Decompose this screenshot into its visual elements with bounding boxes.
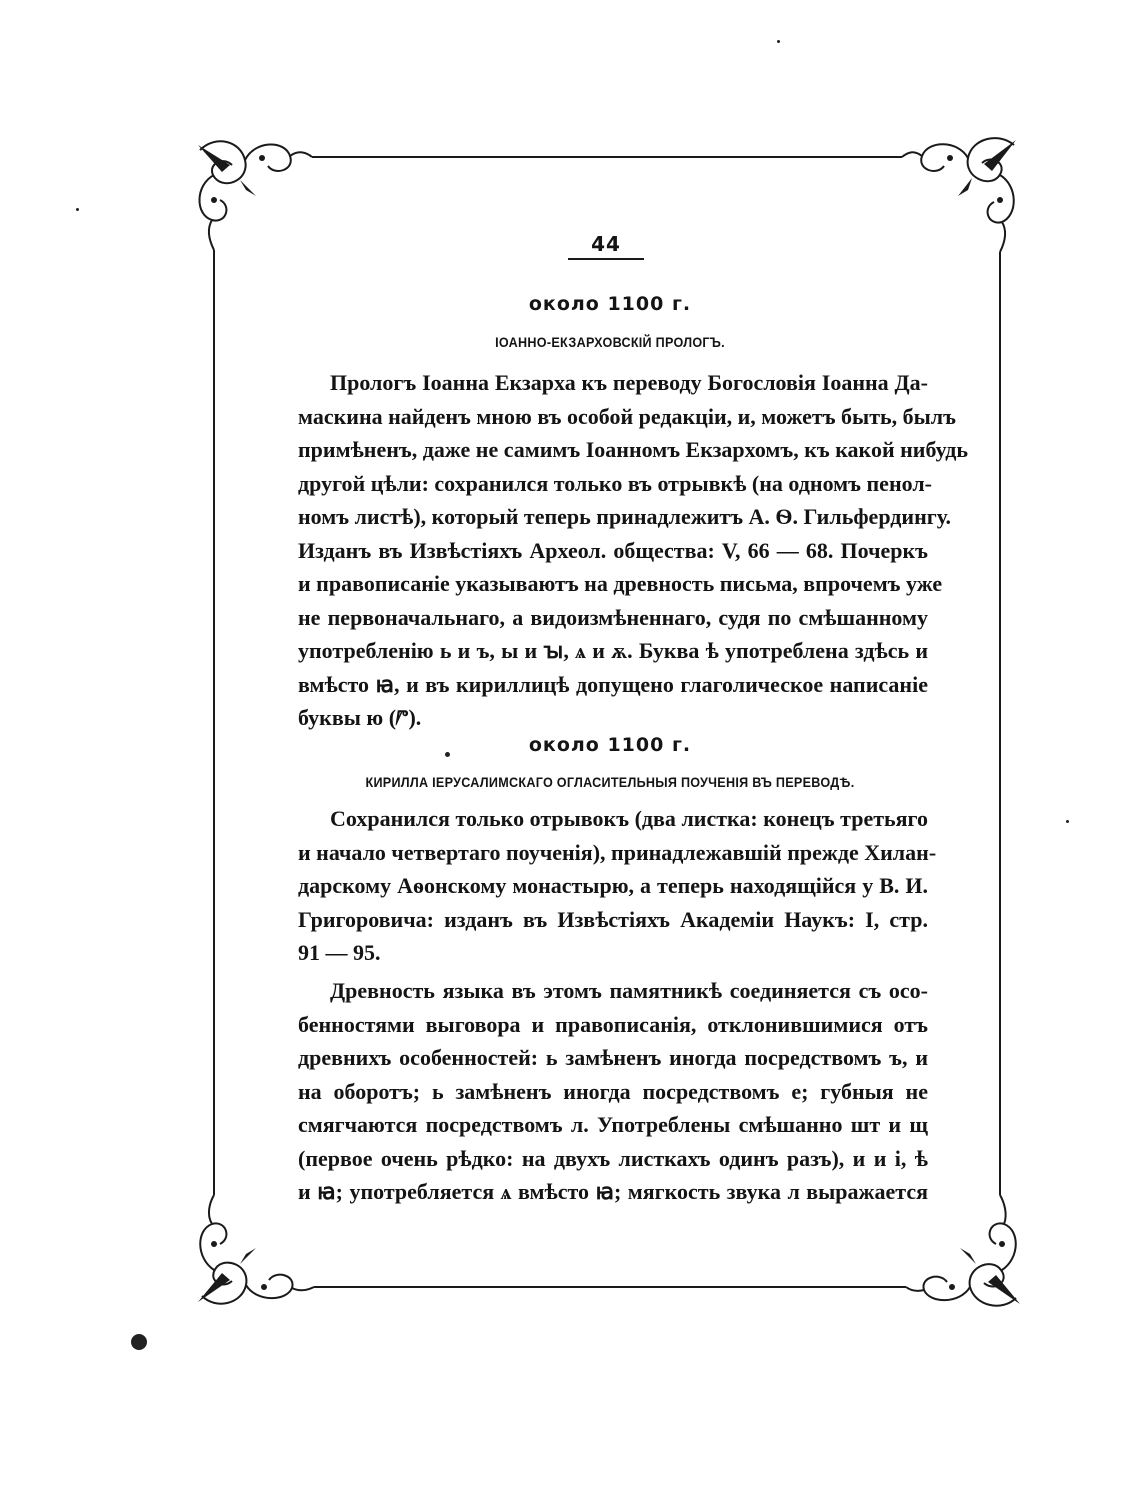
page-number: 44	[591, 232, 621, 256]
text-line: 91 — 95.	[298, 940, 381, 965]
text-line: вмѣсто ꙗ, и въ кириллицѣ допущено глаголическое написаніе	[298, 671, 928, 697]
text-line: и ꙗ; употребляется ѧ вмѣсто ꙗ; мягкость звука л выражается	[298, 1179, 928, 1204]
text-line: Древность языка въ этомъ памятникѣ соединяется съ осо-	[330, 978, 928, 1003]
text-line: другой цѣли: сохранился только въ отрывкѣ (на одномъ пенол-	[298, 470, 932, 496]
text-line: Изданъ въ Извѣстіяхъ Археол. общества: V, 66 — 68. Почеркъ	[298, 537, 928, 563]
text-line: номъ листѣ), который теперь принадлежитъ А. Ѳ. Гильфердингу.	[298, 504, 952, 529]
scan-ink-blot	[131, 1334, 147, 1350]
text-line: дарскому Аѳонскому монастырю, а теперь находящійся у В. И.	[298, 873, 928, 898]
text-line: не первоначальнаго, а видоизмѣненнаго, судя по смѣшанному	[298, 604, 928, 630]
section-title: ІОАННО-ЕКЗАРХОВСКІЙ ПРОЛОГЪ.	[495, 334, 725, 350]
scan-speck	[1066, 820, 1069, 823]
corner-ornament-bottom-right	[906, 1195, 1020, 1306]
text-line: смягчаются посредствомъ л. Употреблены смѣшанно шт и щ	[298, 1112, 928, 1137]
scan-speck	[445, 752, 450, 757]
text-line: Григоровича: изданъ въ Извѣстіяхъ Академіи Наукъ: I, стр.	[298, 906, 928, 932]
corner-ornament-bottom-left	[198, 1195, 314, 1304]
paragraph-language-features	[298, 974, 928, 1209]
corner-ornament-top-right	[902, 138, 1016, 252]
text-line: (первое очень рѣдко: на двухъ листкахъ одинъ разъ), и и і, ѣ	[298, 1145, 928, 1171]
scan-speck	[777, 40, 780, 43]
text-line: примѣненъ, даже не самимъ Іоанномъ Екзархомъ, къ какой нибудь	[298, 437, 969, 462]
paragraph-prologue	[298, 366, 969, 735]
text-line: Прологъ Іоанна Екзарха къ переводу Богословія Іоанна Да-	[330, 370, 928, 395]
text-line: буквы ю (ⱓ).	[298, 705, 422, 730]
paragraph-cyril-fragment	[298, 802, 937, 970]
corner-ornament-top-left	[198, 141, 312, 250]
text-line: бенностями выговора и правописанія, отклонившимися отъ	[298, 1011, 928, 1037]
text-line: и правописаніе указываютъ на древность письма, впрочемъ уже	[298, 571, 943, 596]
text-line: маскина найденъ мною въ особой редакціи, и, можетъ быть, былъ	[298, 403, 956, 429]
text-line: на оборотъ; ь замѣненъ иногда посредствомъ е; губныя не	[298, 1078, 928, 1104]
section-title: КИРИЛЛА ІЕРУСАЛИМСКАГО ОГЛАСИТЕЛЬНЫЯ ПОУЧЕНІЯ ВЪ ПЕРЕВОДѢ.	[365, 774, 855, 790]
section-date-heading: около 1100 г.	[528, 734, 692, 756]
text-line: употребленію ь и ъ, ы и ꙑ, ѧ и ѫ. Буква ѣ употреблена здѣсь и	[298, 638, 928, 663]
text-line: древнихъ особенностей: ь замѣненъ иногда посредствомъ ъ, и	[298, 1045, 928, 1070]
text-line: Сохранился только отрывокъ (два листка: конецъ третьяго	[330, 806, 928, 831]
page-number-underline	[568, 258, 644, 260]
scan-speck	[76, 208, 79, 211]
text-line: и начало четвертаго поученія), принадлежавшій прежде Хилан-	[298, 839, 937, 865]
section-date-heading: около 1100 г.	[528, 293, 692, 315]
